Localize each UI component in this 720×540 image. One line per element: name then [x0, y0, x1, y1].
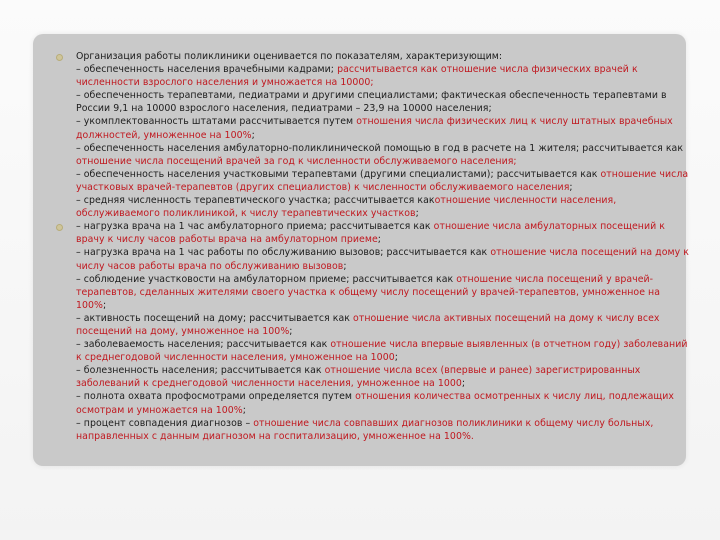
formula-text: отношение числа впервые выявленных (в отчетном году) заболеваний к среднегодовой численности населения, умноженное на 1000 [76, 339, 688, 364]
body-text: Организация работы поликлиники оценивается по показателям, характеризующим: [76, 51, 503, 62]
body-text: – активность посещений на дому; рассчитывается как [76, 312, 354, 324]
indicator-paragraph [76, 63, 692, 89]
bullet-item [56, 50, 692, 220]
body-text: ; [377, 234, 382, 246]
body-text: – средняя численность терапевтического участка; рассчитывается как [76, 195, 435, 207]
body-text: – обеспеченность населения врачебными кадрами; [76, 64, 338, 76]
indicator-paragraph [76, 417, 692, 443]
body-text: ; [461, 378, 466, 390]
indicator-paragraph [76, 142, 692, 168]
body-text: ; [103, 299, 107, 311]
formula-text: отношения количества осмотренных к числу лиц, подлежащих осмотрам и умножается на 100% [76, 391, 674, 416]
indicator-paragraph [76, 115, 692, 141]
body-text: – соблюдение участковости на амбулаторном приеме; рассчитывается как [76, 273, 457, 285]
indicator-paragraph [76, 312, 692, 338]
indicator-paragraph [76, 390, 692, 416]
indicator-paragraph [76, 338, 692, 364]
formula-text: отношение числа посещений врачей за год к численности обслуживаемого населения; [76, 155, 517, 167]
indicator-paragraph [76, 246, 692, 272]
indicator-paragraph [76, 194, 692, 220]
bullet-item [56, 220, 692, 443]
indicator-paragraph [76, 89, 692, 115]
bullet-marker-icon [56, 224, 63, 231]
indicator-paragraph [76, 273, 692, 312]
body-text: ; [343, 260, 347, 272]
formula-text: отношение числа амбулаторных посещений к врачу к числу часов работы врача на амбулаторном приеме [76, 221, 665, 246]
body-text: – укомплектованность штатами рассчитывается путем [76, 116, 357, 128]
body-text: ; [394, 352, 398, 364]
formula-text: отношение числа активных посещений на дому к числу всех посещений на дому, умноженное на 100% [76, 312, 660, 337]
body-text: – нагрузка врача на 1 час работы по обслуживанию вызовов; рассчитывается как [76, 247, 491, 259]
indicator-paragraph [76, 50, 692, 63]
slide-content [56, 50, 692, 443]
formula-text: отношение численности населения, обслуживаемого поликлиникой, к числу терапевтических участков [76, 195, 617, 220]
body-text: ; [415, 208, 419, 220]
formula-text: рассчитывается как отношение числа физических врачей к численности взрослого населения и умножается на 10000; [76, 64, 638, 89]
indicator-paragraph [76, 220, 692, 246]
body-text: – процент совпадения диагнозов – [76, 417, 254, 429]
formula-text: отношение числа всех (впервые и ранее) зарегистрированных заболеваний к среднегодовой численности населения, умноженное на 1000 [76, 365, 641, 390]
formula-text: отношение числа совпавших диагнозов поликлиники к общему числу больных, направленных с данным диагнозом на госпитализацию, умноженное на 100%. [76, 417, 654, 442]
formula-text: отношение числа участковых врачей-терапевтов (других специалистов) к численности обслуживаемого населения [76, 168, 689, 193]
bullet-marker-icon [56, 54, 63, 61]
body-text: – болезненность населения; рассчитывается как [76, 365, 325, 377]
body-text: – обеспеченность населения амбулаторно-поликлинической помощью в год в расчете на 1 жителя; рассчитывается как [76, 142, 684, 154]
body-text: ; [289, 325, 293, 337]
body-text: – обеспеченность терапевтами, педиатрами и другими специалистами; фактическая обеспеченность терапевтами в России 9,1 на 10000 взрослого населения, педиатрами – 23,9 на 10000 населения; [76, 90, 667, 115]
body-text: – нагрузка врача на 1 час амбулаторного приема; рассчитывается как [76, 221, 434, 233]
indicator-paragraph [76, 168, 692, 194]
body-text: ; [569, 181, 573, 193]
body-text: – обеспеченность населения участковыми терапевтами (другими специалистами); рассчитывается как [76, 168, 601, 180]
body-text: ; [251, 129, 255, 141]
formula-text: отношения числа физических лиц к числу штатных врачебных должностей, умноженное на 100% [76, 116, 673, 141]
body-text: ; [242, 404, 246, 416]
indicator-paragraph [76, 364, 692, 390]
formula-text: отношение числа посещений у врачей-терапевтов, сделанных жителями своего участка к общему числу посещений у врачей-терапевтов, умноженное на 100% [76, 273, 661, 311]
formula-text: отношение числа посещений на дому к числу часов работы врача по обслуживанию вызовов [76, 247, 689, 272]
body-text: – полнота охвата профосмотрами определяется путем [76, 391, 356, 403]
body-text: – заболеваемость населения; рассчитывается как [76, 339, 331, 351]
